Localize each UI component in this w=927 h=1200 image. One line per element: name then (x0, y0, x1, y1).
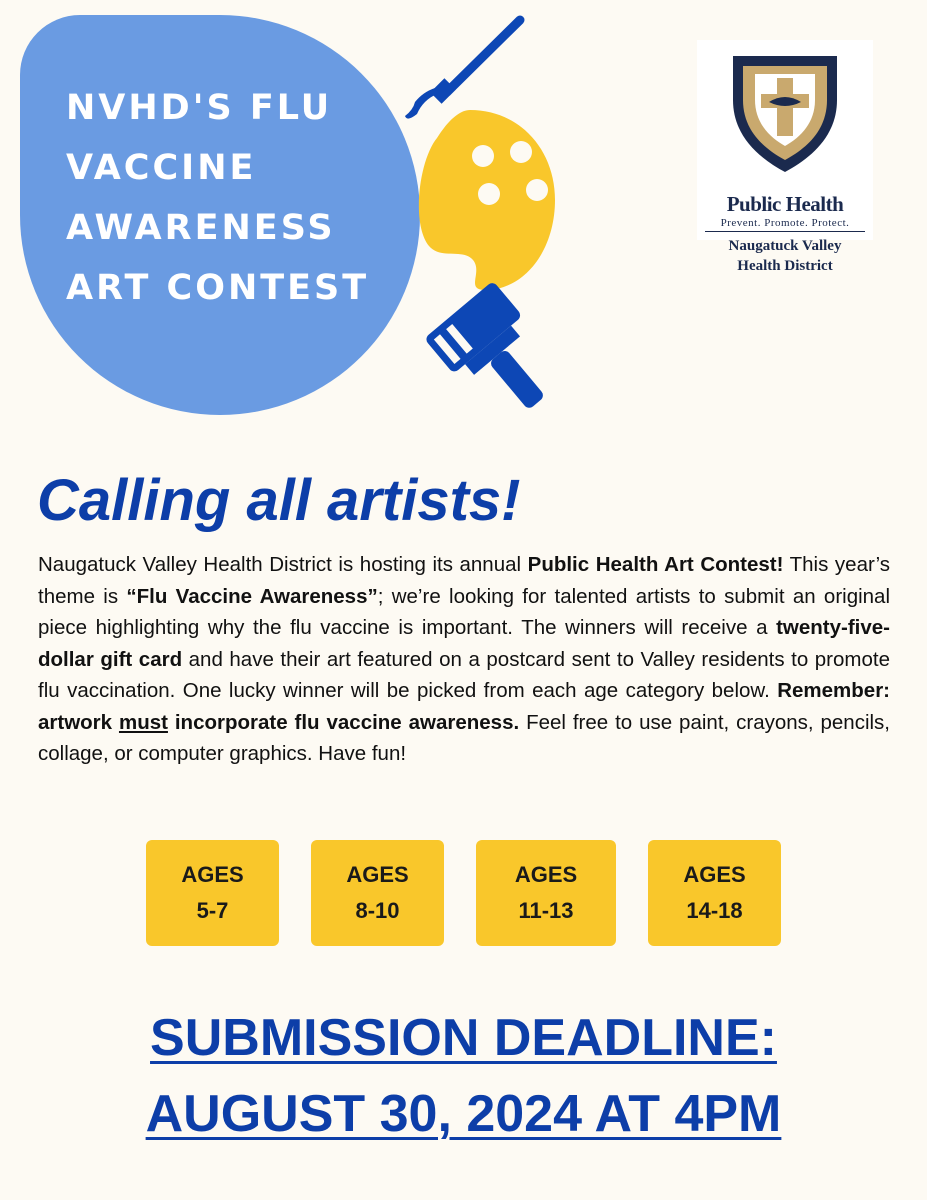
age-group-label: AGES (181, 862, 244, 887)
age-group-range: 14-18 (686, 898, 743, 923)
age-group-label: AGES (346, 862, 409, 887)
deadline-line: SUBMISSION DEADLINE: (150, 1009, 777, 1067)
shield-icon (697, 40, 873, 190)
age-group-badge (311, 840, 444, 946)
palette-icon (419, 110, 555, 290)
contest-title (66, 78, 406, 318)
art-supplies-illustration (395, 10, 575, 440)
description-bold: incorporate flu vaccine awareness. (167, 710, 520, 734)
deadline-line: AUGUST 30, 2024 AT 4PM (145, 1085, 782, 1143)
public-health-logo (697, 40, 873, 274)
logo-org-name (697, 236, 873, 276)
contest-title-line: VACCINE (66, 148, 257, 188)
paint-roller-brush-icon (424, 281, 571, 432)
contest-title-line: NVHD'S FLU (66, 88, 333, 128)
description-text: This year’s theme is (38, 553, 890, 608)
age-group-range: 8-10 (355, 898, 400, 923)
age-group-range: 11-13 (518, 898, 574, 923)
contest-title-line: ART CONTEST (66, 268, 370, 308)
age-group-badge (648, 840, 781, 946)
age-group-badge (146, 840, 279, 946)
contest-description (38, 549, 890, 770)
paintbrush-icon (405, 20, 520, 119)
description-bold: Remember: artwork (38, 679, 890, 734)
age-group-label: AGES (514, 862, 578, 887)
age-group-badge (476, 840, 616, 946)
age-group-range: 5-7 (196, 898, 229, 923)
description-bold: “Flu Vaccine Awareness” (126, 584, 378, 608)
contest-title-line: AWARENESS (66, 208, 336, 248)
description-bold-underlined: must (118, 710, 168, 734)
logo-org-line: Health District (737, 258, 833, 274)
logo-name: Public Health (726, 192, 844, 216)
description-bold: twenty-five-dollar gift card (38, 616, 890, 671)
logo-org-line: Naugatuck Valley (728, 238, 842, 254)
description-text: Feel free to use paint, crayons, pencils, collage, or computer graphics. Have fun! (38, 710, 891, 765)
description-text: ; we’re looking for talented artists to submit an original piece highlighting why the flu vaccine is important. The winners will receive a (38, 584, 891, 639)
headline: Calling all artists! (37, 468, 521, 533)
submission-deadline (0, 1000, 927, 1152)
description-bold: Public Health Art Contest! (527, 553, 784, 576)
description-text: Naugatuck Valley Health District is hosting its annual (38, 553, 528, 576)
description-text: and have their art featured on a postcard sent to Valley residents to promote flu vaccination. One lucky winner will be picked from each age category below. (38, 647, 890, 702)
logo-tagline: Prevent. Promote. Protect. (720, 217, 850, 229)
age-group-label: AGES (683, 862, 746, 887)
logo-divider (705, 231, 865, 232)
